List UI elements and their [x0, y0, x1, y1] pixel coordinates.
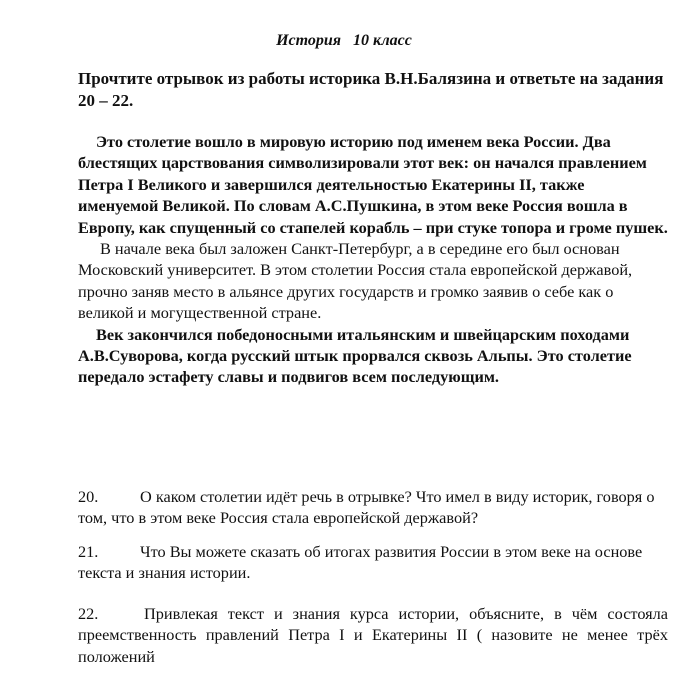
task-instruction: Прочтите отрывок из работы историка В.Н.Балязина и ответьте на задания 20 – 22. [78, 69, 664, 110]
page-header [0, 31, 688, 51]
excerpt-paragraph-3: Век закончился победоносными итальянским и швейцарским походами А.В.Суворова, когда русский штык прорвался сквозь Альпы. Это столетие передало эстафету славы и подвигов всем последующим. [78, 324, 632, 387]
question-number: 22. [78, 604, 99, 623]
question-22 [78, 603, 668, 667]
question-text: О каком столетии идёт речь в отрывке? Что имел в виду историк, говоря о том, что в этом веке Россия стала европейской державой? [78, 487, 655, 528]
header-grade: 10 класс [353, 32, 412, 49]
question-number: 21. [78, 542, 99, 561]
excerpt-paragraph-2: В начале века был заложен Санкт-Петербург, а в середине его был основан Московский университет. В этом столетии Россия стала европейской державой, прочно заняв место в альянсе других государств и громко заявив о себе как о великой и могущественной стране. [78, 239, 633, 323]
question-21 [78, 541, 668, 584]
excerpt-paragraph-1: Это столетие вошло в мировую историю под именем века России. Два блестящих царствования символизировали этот век: он начался правлением Петра I Великого и завершился деятельностью Екатерины II, также именуемой Великой. По словам А.С.Пушкина, в этом веке Россия вошла в Европу, как спущенный со стапелей корабль – при стуке топора и громе пушек. [78, 132, 668, 237]
question-number: 20. [78, 487, 99, 506]
historian-excerpt [78, 131, 668, 388]
question-20 [78, 486, 668, 529]
question-text: Что Вы можете сказать об итогах развития России в этом веке на основе текста и знания истории. [78, 542, 643, 583]
header-subject: История [276, 32, 342, 49]
question-text: Привлекая текст и знания курса истории, объясните, в чём состояла преемственность правлений Петра I и Екатерины II ( назовите не менее трёх положений [78, 604, 668, 666]
